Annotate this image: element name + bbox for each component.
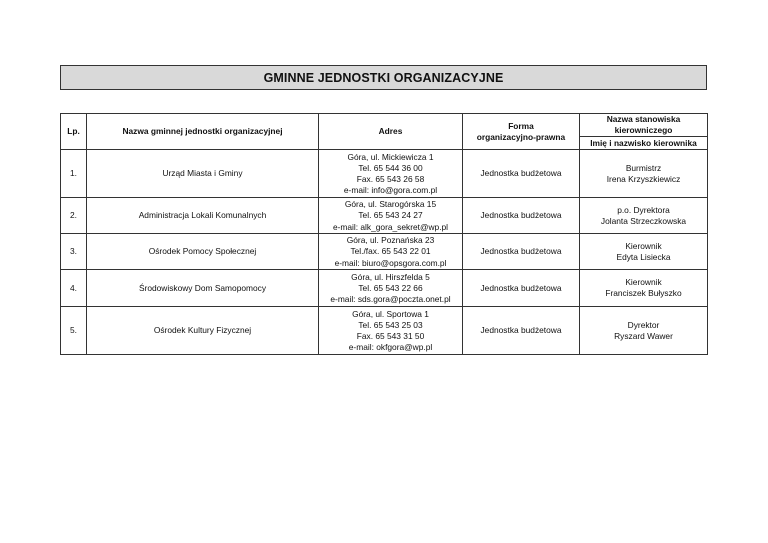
address-line: e-mail: okfgora@wp.pl (348, 342, 433, 353)
address-line: Tel. 65 543 22 66 (358, 282, 423, 293)
address-line: e-mail: info@gora.com.pl (343, 185, 438, 196)
row-address (319, 198, 463, 234)
table-row (61, 150, 708, 198)
row-name: Ośrodek Kultury Fizycznej (87, 307, 319, 355)
row-manager (580, 270, 708, 307)
table-row (61, 270, 708, 307)
address-line: e-mail: alk_gora_sekret@wp.pl (332, 221, 449, 232)
header-form-line2: organizacyjno-prawna (476, 131, 566, 142)
header-name: Nazwa gminnej jednostki organizacyjnej (87, 114, 319, 150)
manager-name: Ryszard Wawer (614, 330, 673, 341)
address-line: Fax. 65 543 31 50 (356, 330, 425, 341)
table-header-row (61, 114, 708, 137)
manager-position: Kierownik (625, 277, 662, 288)
row-name: Ośrodek Pomocy Społecznej (87, 234, 319, 270)
row-form: Jednostka budżetowa (463, 150, 580, 198)
header-lp: Lp. (61, 114, 87, 150)
row-lp: 4. (61, 270, 87, 307)
manager-name: Edyta Lisiecka (616, 251, 671, 262)
header-manager: Imię i nazwisko kierownika (580, 137, 708, 150)
row-name: Urząd Miasta i Gminy (87, 150, 319, 198)
header-address: Adres (319, 114, 463, 150)
table-row (61, 198, 708, 234)
header-form (463, 114, 580, 150)
row-lp: 3. (61, 234, 87, 270)
address-line: Fax. 65 543 26 58 (356, 173, 425, 184)
units-table (60, 113, 708, 355)
row-manager (580, 307, 708, 355)
row-manager (580, 198, 708, 234)
row-manager (580, 234, 708, 270)
row-address (319, 307, 463, 355)
manager-name: Irena Krzyszkiewicz (606, 173, 681, 184)
header-position (580, 114, 708, 137)
table-row (61, 307, 708, 355)
header-form-line1: Forma (508, 120, 534, 131)
row-lp: 1. (61, 150, 87, 198)
row-lp: 2. (61, 198, 87, 234)
row-name: Administracja Lokali Komunalnych (87, 198, 319, 234)
row-form: Jednostka budżetowa (463, 234, 580, 270)
row-address (319, 150, 463, 198)
row-address (319, 234, 463, 270)
manager-position: Kierownik (625, 240, 662, 251)
manager-name: Jolanta Strzeczkowska (600, 215, 687, 226)
address-line: Góra, ul. Mickiewicza 1 (347, 151, 434, 162)
address-line: Tel. 65 544 36 00 (358, 162, 423, 173)
row-form: Jednostka budżetowa (463, 270, 580, 307)
header-position-line2: kierowniczego (614, 125, 673, 136)
address-line: Góra, ul. Poznańska 23 (346, 235, 435, 246)
table-row (61, 234, 708, 270)
address-line: e-mail: sds.gora@poczta.onet.pl (330, 294, 451, 304)
row-lp: 5. (61, 307, 87, 355)
manager-name: Franciszek Bułyszko (605, 288, 682, 299)
row-form: Jednostka budżetowa (463, 198, 580, 234)
row-form: Jednostka budżetowa (463, 307, 580, 355)
row-address (319, 270, 463, 307)
row-manager (580, 150, 708, 198)
header-position-line1: Nazwa stanowiska (606, 114, 681, 124)
manager-position: Dyrektor (627, 319, 660, 330)
manager-position: p.o. Dyrektora (617, 204, 670, 215)
address-line: Góra, ul. Sportowa 1 (352, 308, 429, 319)
manager-position: Burmistrz (625, 162, 662, 173)
row-name: Środowiskowy Dom Samopomocy (87, 270, 319, 307)
address-line: Tel./fax. 65 543 22 01 (350, 246, 431, 257)
address-line: Góra, ul. Starogórska 15 (344, 199, 437, 210)
address-line: e-mail: biuro@opsgora.com.pl (334, 257, 447, 268)
address-line: Góra, ul. Hirszfelda 5 (351, 271, 430, 282)
document-title: GMINNE JEDNOSTKI ORGANIZACYJNE (60, 65, 707, 90)
address-line: Tel. 65 543 24 27 (358, 210, 423, 221)
address-line: Tel. 65 543 25 03 (358, 319, 423, 330)
